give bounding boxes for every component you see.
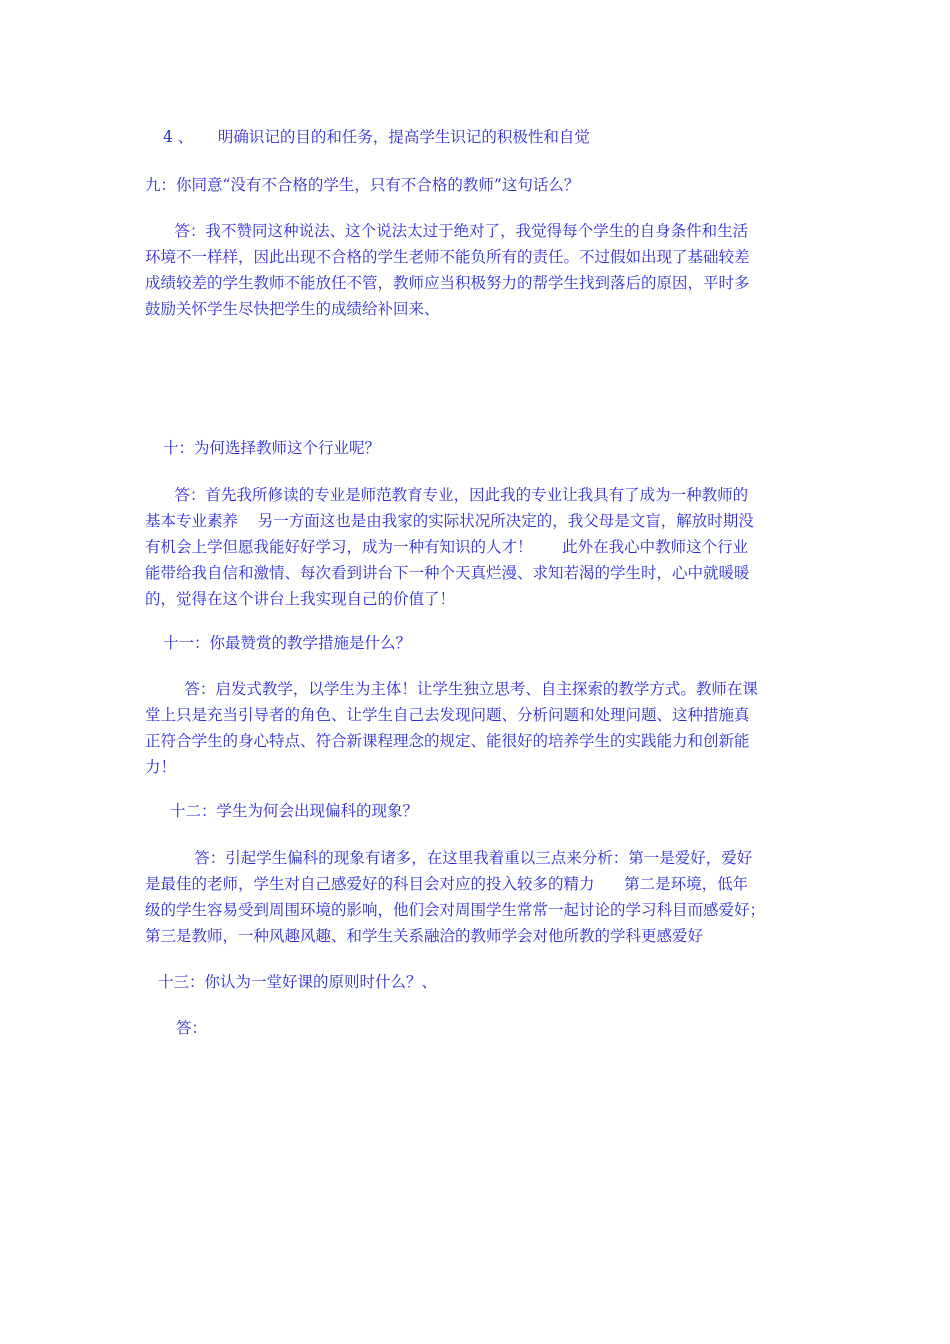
answer-10-line: 基本专业素养 另一方面这也是由我家的实际状况所决定的，我父母是文盲，解放时期没 — [145, 512, 754, 530]
list-item-4: 4 、 明确识记的目的和任务，提高学生识记的积极性和自觉 — [163, 128, 590, 146]
question-10: 十：为何选择教师这个行业呢？ — [163, 439, 381, 457]
answer-10 — [145, 482, 810, 612]
answer-12-line: 是最佳的老师，学生对自己感爱好的科目会对应的投入较多的精力 第二是环境，低年 — [145, 875, 749, 893]
answer-9-line: 环境不一样样，因此出现不合格的学生老师不能负所有的责任。不过假如出现了基础较差 — [145, 248, 750, 266]
answer-9-line: 答：我不赞同这种说法、这个说法太过于绝对了，我觉得每个学生的自身条件和生活 — [145, 222, 749, 240]
answer-10-line: 答：首先我所修读的专业是师范教育专业，因此我的专业让我具有了成为一种教师的 — [145, 486, 749, 504]
answer-12-line: 答：引起学生偏科的现象有诸多，在这里我着重以三点来分析：第一是爱好，爱好 — [145, 849, 753, 867]
answer-9-line: 鼓励关怀学生尽快把学生的成绩给补回来、 — [145, 300, 440, 318]
answer-11-line: 堂上只是充当引导者的角色、让学生自己去发现问题、分析问题和处理问题、这种措施真 — [145, 706, 750, 724]
answer-11 — [145, 676, 810, 780]
answer-11-line: 答：启发式教学，以学生为主体！让学生独立思考、自主探索的教学方式。教师在课 — [145, 680, 758, 698]
answer-12-line: 第三是教师，一种风趣风趣、和学生关系融洽的教师学会对他所教的学科更感爱好 — [145, 927, 704, 945]
answer-11-line: 力！ — [145, 758, 177, 776]
question-13: 十三：你认为一堂好课的原则时什么？、 — [158, 973, 438, 991]
question-12: 十二：学生为何会出现偏科的现象？ — [170, 802, 419, 820]
question-9: 九：你同意“没有不合格的学生，只有不合格的教师”这句话么？ — [145, 176, 580, 194]
answer-10-line: 能带给我自信和激情、每次看到讲台下一种个天真烂漫、求知若渴的学生时，心中就暖暖 — [145, 564, 750, 582]
question-11: 十一：你最赞赏的教学措施是什么？ — [163, 634, 412, 652]
answer-9-line: 成绩较差的学生教师不能放任不管，教师应当积极努力的帮学生找到落后的原因，平时多 — [145, 274, 750, 292]
answer-12 — [145, 845, 810, 949]
answer-10-line: 有机会上学但愿我能好好学习，成为一种有知识的人才！ 此外在我心中教师这个行业 — [145, 538, 749, 556]
answer-11-line: 正符合学生的身心特点、符合新课程理念的规定、能很好的培养学生的实践能力和创新能 — [145, 732, 750, 750]
answer-13: 答： — [176, 1019, 208, 1037]
answer-9 — [145, 218, 810, 322]
answer-10-line: 的，觉得在这个讲台上我实现自己的价值了！ — [145, 590, 456, 608]
answer-12-line: 级的学生容易受到周围环境的影响，他们会对周围学生常常一起讨论的学习科目而感爱好； — [145, 901, 766, 919]
